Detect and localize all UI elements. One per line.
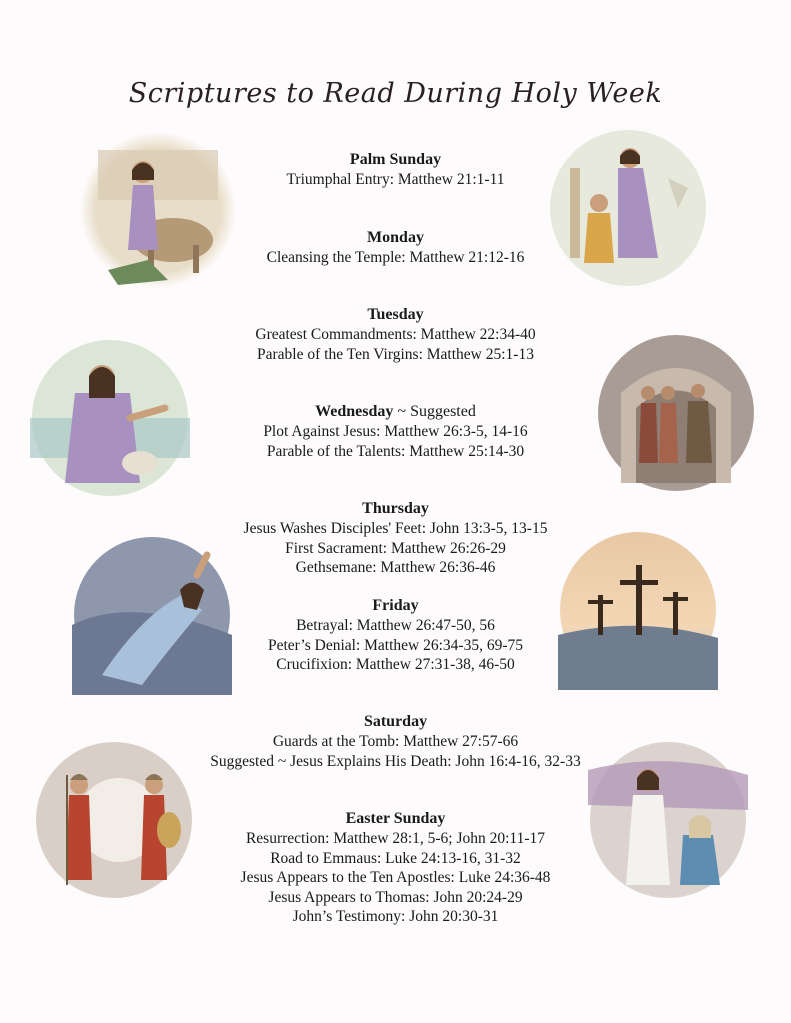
day-heading: Wednesday ~ Suggested (315, 403, 476, 420)
reading: Peter’s Denial: Matthew 26:34-35, 69-75 (268, 636, 523, 654)
day-heading: Thursday (362, 500, 429, 517)
reading: Plot Against Jesus: Matthew 26:3-5, 14-16 (263, 423, 528, 440)
reading: Cleansing the Temple: Matthew 21:12-16 (266, 249, 525, 266)
gethsemane-illustration (72, 535, 232, 695)
day-easter-sunday (150, 809, 641, 927)
crucifixion-illustration (558, 530, 718, 690)
day-wednesday (150, 402, 641, 461)
triumphal-entry-illustration (78, 130, 238, 290)
reading: Resurrection: Matthew 28:1, 5-6; John 20:11-17 (245, 830, 546, 847)
teaching-illustration (30, 338, 190, 498)
tomb-guards-illustration (34, 740, 194, 900)
day-heading: Saturday (363, 713, 428, 730)
reading: Crucifixion: Matthew 27:31-38, 46-50 (276, 656, 515, 673)
page-title: Scriptures to Read During Holy Week (128, 78, 663, 109)
day-saturday (150, 712, 641, 771)
plot-illustration (596, 333, 756, 493)
day-heading: Palm Sunday (349, 151, 442, 168)
reading: Guards at the Tomb: Matthew 27:57-66 (272, 733, 519, 750)
day-heading: Tuesday (367, 306, 424, 323)
reading: Jesus Appears to Thomas: John 20:24-29 (268, 888, 523, 906)
reading: Jesus Appears to the Ten Apostles: Luke 24:36-48 (240, 869, 551, 886)
reading: Betrayal: Matthew 26:47-50, 56 (296, 617, 495, 634)
day-heading: Friday (372, 597, 419, 614)
reading: Jesus Washes Disciples' Feet: John 13:3-5, 13-15 (243, 520, 548, 537)
day-heading: Easter Sunday (345, 810, 446, 827)
reading: Parable of the Ten Virgins: Matthew 25:1-13 (257, 345, 534, 363)
reading: Triumphal Entry: Matthew 21:1-11 (286, 171, 505, 188)
reading: Parable of the Talents: Matthew 25:14-30 (266, 442, 525, 460)
reading: John’s Testimony: John 20:30-31 (292, 908, 499, 925)
day-tuesday (150, 305, 641, 364)
day-heading: Monday (367, 229, 424, 246)
reading: Suggested ~ Jesus Explains His Death: John 16:4-16, 32-33 (210, 752, 581, 770)
temple-illustration (548, 128, 708, 288)
reading: First Sacrament: Matthew 26:26-29 (285, 539, 506, 557)
reading: Road to Emmaus: Luke 24:13-16, 31-32 (270, 849, 521, 867)
reading: Greatest Commandments: Matthew 22:34-40 (255, 326, 536, 343)
reading: Gethsemane: Matthew 26:36-46 (295, 559, 496, 576)
resurrection-illustration (588, 740, 748, 900)
